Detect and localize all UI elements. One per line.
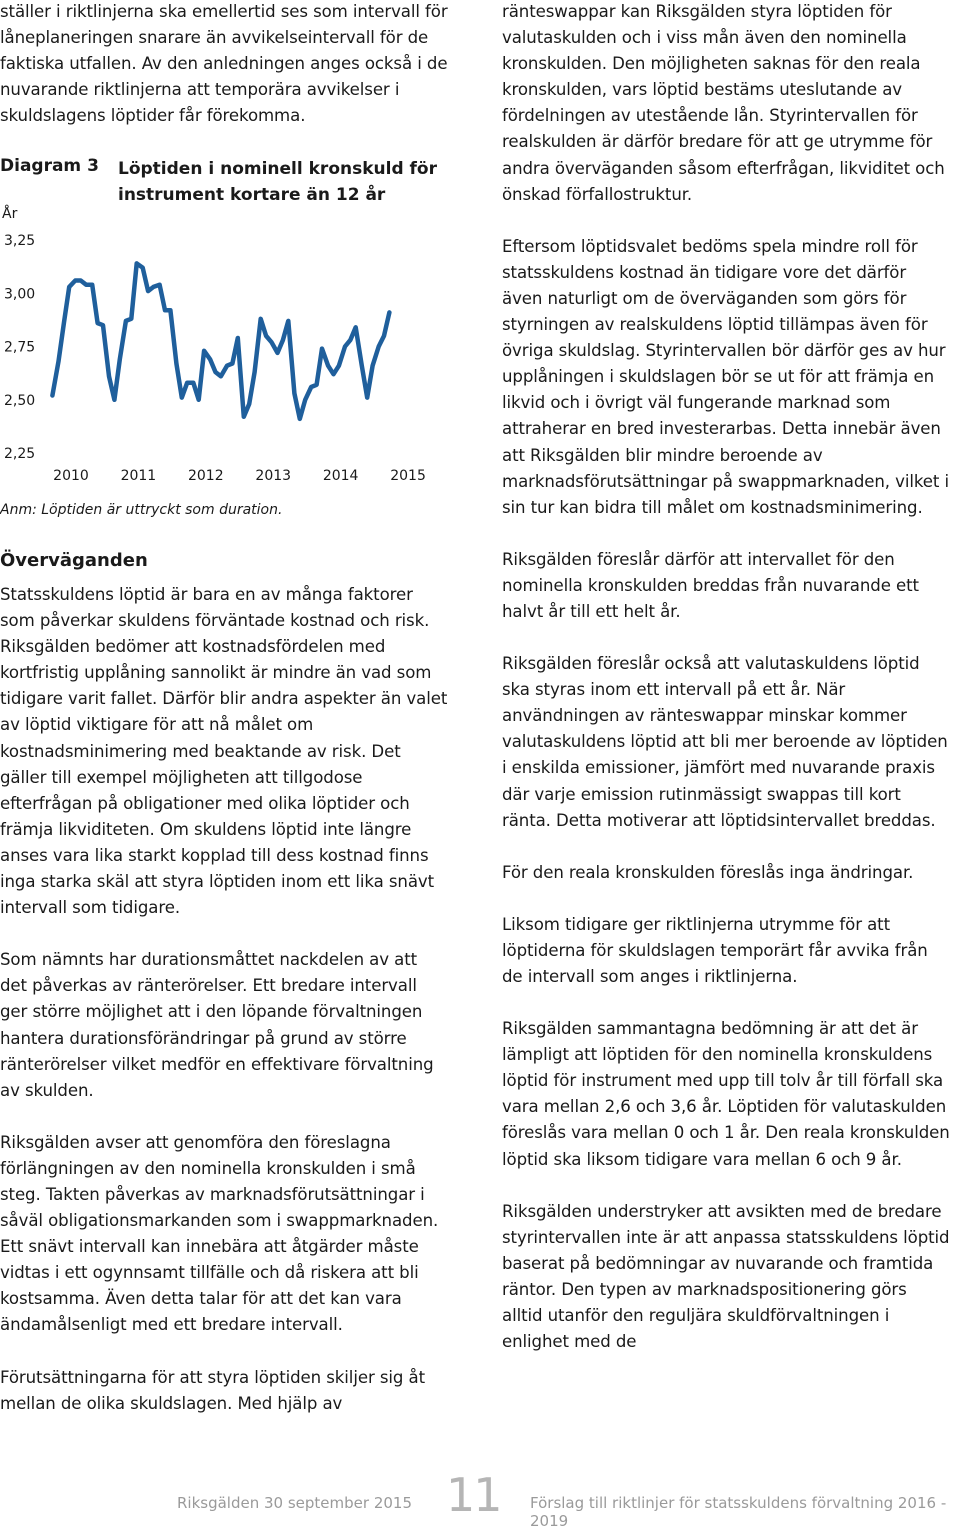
body-paragraph: Förutsättningarna för att styra löptiden skiljer sig åt mellan de olika skuldslagen. Med hjälp av: [0, 1367, 425, 1413]
diagram-title: Löptiden i nominell kronskuld för instrument kortare än 12 år: [118, 159, 437, 205]
diagram-number: Diagram 3: [0, 156, 99, 176]
footer-document-title: Förslag till riktlinjer för statsskuldens förvaltning 2016 - 2019: [530, 1494, 947, 1530]
x-tick-label: 2013: [255, 468, 292, 484]
footer-publisher-date: Riksgälden 30 september 2015: [177, 1494, 412, 1512]
x-tick-label: 2012: [187, 468, 224, 484]
body-paragraph: ränteswappar kan Riksgälden styra löptiden för valutaskulden och i viss mån även den nominella kronskulden. Den möjligheten saknas för den reala kronskulden, vars löptid bestäms uteslutande av fördelningen av utestående lån. Styrintervallen för realskulden är därför bredare för att ge utrymme för andra överväganden såsom efterfrågan, likviditet och önskad förfallostruktur.: [502, 2, 945, 204]
intro-paragraph: ställer i riktlinjerna ska emellertid ses som intervall för låneplaneringen snarare än avvikelseintervall för de faktiska utfallen. Av den anledningen anges också i de nuvarande riktlinjerna att temporära avvikelser i skuldslagens löptider får förekomma.: [0, 2, 448, 126]
page-footer: [0, 1468, 960, 1530]
body-paragraph: Eftersom löptidsvalet bedöms spela mindre roll för statsskuldens kostnad än tidigare vore det därför även naturligt om de överväganden som görs för styrningen av realskuldens löptid tillämpas även för övriga skuldslag. Styrintervallen bör därför ges av hur upplåningen i skuldslagen bör se ut för att främja en likvid och i övrigt väl fungerande marknad som attraherar en bred investerarbas. Detta innebär även att Riksgälden blir mindre beroende av marknadsförutsättningar på swappmarknaden, vilket i sin tur kan bidra till målet om kostnadsminimering.: [502, 236, 949, 517]
y-tick-label: 2,50: [4, 392, 36, 409]
x-tick-label: 2011: [120, 468, 157, 484]
body-paragraph: Riksgälden understryker att avsikten med de bredare styrintervallen inte är att anpassa statsskuldens löptid baserat på bedömningar av nuvarande och framtida räntor. Den typen av marknadspositionering görs alltid utanför den reguljära skuldförvaltningen i enlighet med de: [502, 1201, 950, 1352]
y-tick-label: 3,00: [4, 286, 36, 303]
diagram-unit: År: [2, 206, 18, 222]
diagram-figure: [0, 156, 448, 526]
x-tick-label: 2010: [53, 468, 89, 484]
series-line: [52, 263, 389, 419]
body-paragraph: Riksgälden avser att genomföra den föreslagna förlängningen av den nominella kronskulden i små steg. Takten påverkas av marknadsförutsättningar i såväl obligationsmarkanden som i swappmarknaden. Ett snävt intervall kan innebära att åtgärder måste vidtas i ett ogynnsamt tillfälle och då riskera att bli kostsamma. Även detta talar för att det kan vara ändamålsenligt med ett bredare intervall.: [0, 1132, 439, 1335]
diagram-note: Anm: Löptiden är uttryckt som duration.: [0, 502, 283, 518]
body-paragraph: Liksom tidigare ger riktlinjerna utrymme för att löptiderna för skuldslagen temporärt får avvika från de intervall som anges i riktlinjerna.: [502, 914, 928, 986]
right-body-text: [502, 0, 950, 1381]
body-paragraph: Statsskuldens löptid är bara en av många faktorer som påverkar skuldens förväntade kostnad och risk. Riksgälden bedömer att kostnadsfördelen med kortfristig upplåning sannolikt är mindre än vad som tidigare varit fallet. Därför blir andra aspekter än valet av löptid viktigare för att nå målet om kostnadsminimering med beaktande av risk. Det gäller till exempel möjligheten att tillgodose efterfrågan på obligationer med olika löptider och främja likviditeten. Om skuldens löptid inte längre anses vara lika starkt kopplad till dess kostnad finns inga starka skäl att styra löptiden inom ett lika snävt intervall som tidigare.: [0, 585, 448, 918]
x-tick-label: 2015: [390, 468, 426, 484]
y-tick-label: 2,75: [4, 339, 36, 356]
body-paragraph: Riksgälden föreslår också att valutaskuldens löptid ska styras inom ett intervall på ett år. När användningen av ränteswappar minskar kommer valutaskuldens löptid att bli mer beroende av löptiden i enskilda emissioner, jämfört med nuvarande praxis där varje emission rutinmässigt swappas till kort ränta. Detta motiverar att löptidsintervallet breddas.: [502, 654, 948, 830]
body-paragraph: Riksgälden föreslår därför att intervallet för den nominella kronskulden breddas från nuvarande ett halvt år till ett helt år.: [502, 549, 919, 621]
body-paragraph: Riksgälden sammantagna bedömning är att det är lämpligt att löptiden för den nominella kronskuldens löptid för instrument med upp till tolv år till förfall ska vara mellan 2,6 och 3,6 år. Löptiden för valutaskulden föreslås vara mellan 0 och 1 år. Den reala kronskulden löptid ska liksom tidigare vara mellan 6 och 9 år.: [502, 1019, 950, 1169]
y-tick-label: 3,25: [4, 233, 36, 249]
y-tick-label: 2,25: [4, 446, 36, 462]
section-heading: Överväganden: [0, 550, 148, 571]
page-number: 11: [446, 1468, 501, 1522]
body-paragraph: Som nämnts har durationsmåttet nackdelen av att det påverkas av ränterörelser. Ett bredare intervall ger större möjlighet att i den löpande förvaltningen hantera durationsförändringar på grund av större ränterörelser vilket medför en effektivare förvaltning av skulden.: [0, 950, 434, 1100]
duration-line-chart: [0, 156, 448, 496]
left-body-text: [0, 582, 448, 1443]
x-tick-label: 2014: [322, 468, 359, 484]
body-paragraph: För den reala kronskulden föreslås inga ändringar.: [502, 862, 914, 882]
